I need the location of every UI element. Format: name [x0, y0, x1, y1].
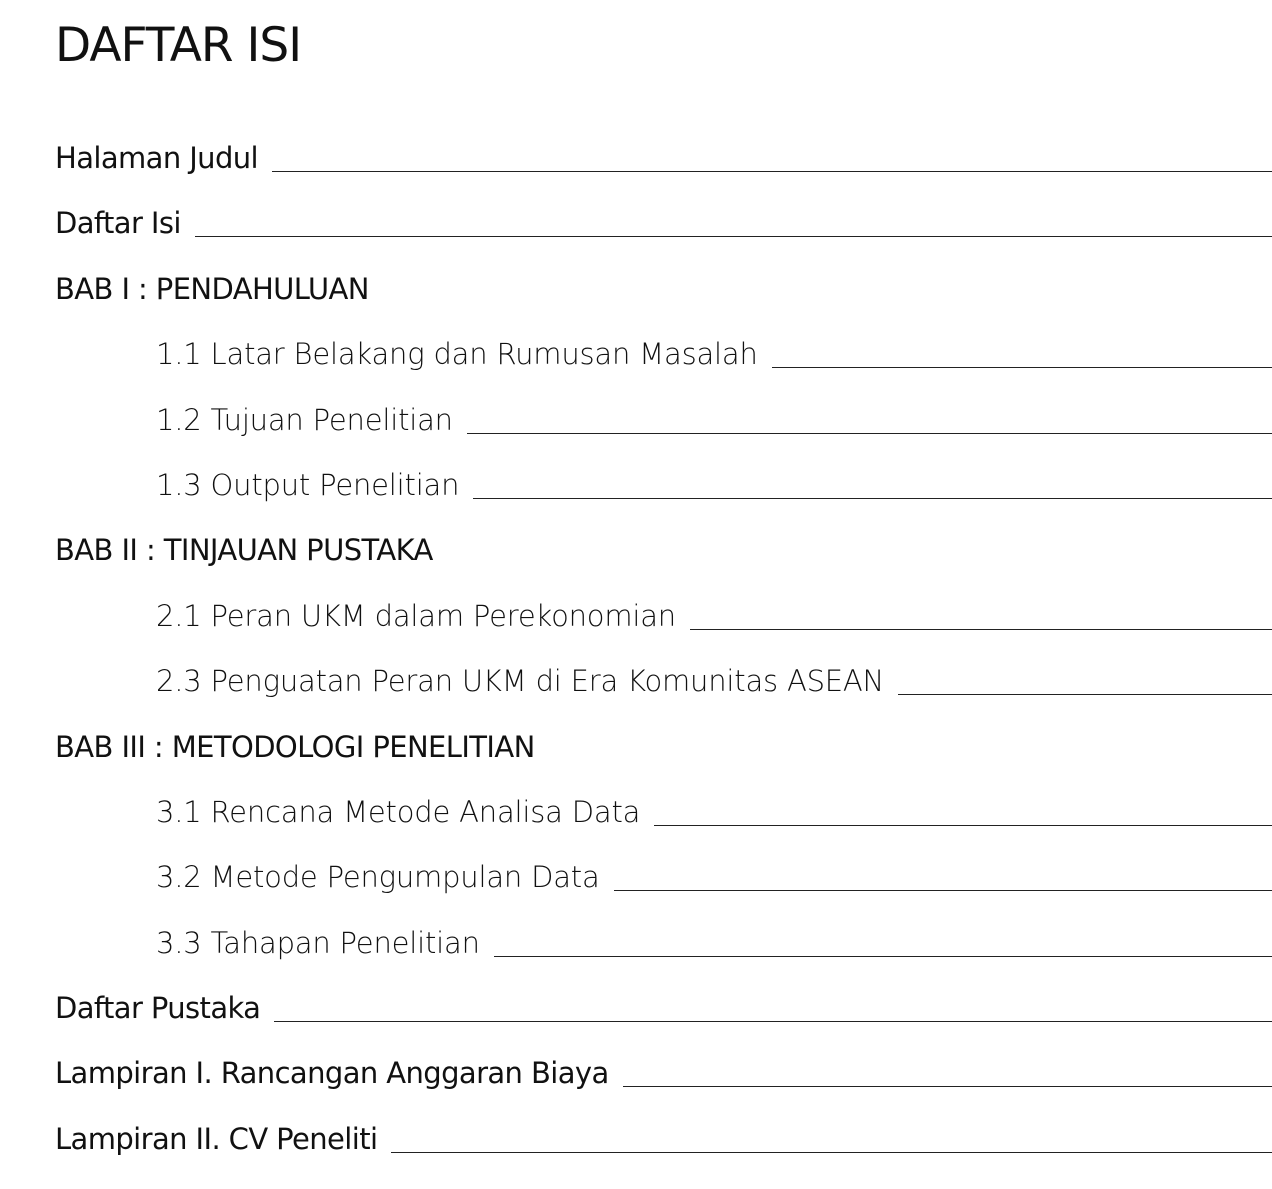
- toc-entry-label: Daftar Pustaka: [55, 991, 261, 1026]
- toc-leader-line: [898, 657, 1272, 695]
- toc-leader-line: [272, 134, 1272, 172]
- toc-entry-3-3: [0, 919, 1272, 984]
- toc-entry-label: Daftar Isi: [55, 206, 181, 241]
- toc-leader-line: [772, 330, 1272, 368]
- toc-entry-label: 3.1 Rencana Metode Analisa Data: [156, 794, 641, 829]
- toc-leader-line: [614, 853, 1272, 891]
- toc-entry-2-3: [0, 657, 1272, 722]
- toc-entry-1-3: [0, 461, 1272, 526]
- toc-entry-label: Lampiran II. CV Peneliti: [55, 1121, 378, 1156]
- toc-entry-3-2: [0, 853, 1272, 918]
- toc-entry-label: Halaman Judul: [55, 141, 259, 175]
- toc-entry-halaman-judul: [0, 134, 1272, 199]
- toc-chapter-heading-bab-1: [0, 265, 1272, 330]
- toc-entry-label: 1.2 Tujuan Penelitian: [156, 402, 453, 437]
- toc-chapter-label: BAB III : METODOLOGI PENELITIAN: [55, 729, 535, 764]
- toc-leader-line: [494, 919, 1272, 957]
- toc-entry-1-2: [0, 396, 1272, 461]
- toc-entry-label: 2.1 Peran UKM dalam Perekonomian: [156, 598, 676, 633]
- toc-entry-daftar-pustaka: [0, 984, 1272, 1049]
- page-title: DAFTAR ISI: [55, 18, 302, 73]
- toc-chapter-label: BAB II : TINJAUAN PUSTAKA: [55, 533, 433, 568]
- toc-leader-line: [690, 592, 1272, 630]
- toc-entry-daftar-isi: [0, 199, 1272, 264]
- toc-chapter-label: BAB I : PENDAHULUAN: [55, 271, 369, 306]
- toc-entry-2-1: [0, 592, 1272, 657]
- toc-entry-label: 3.3 Tahapan Penelitian: [156, 925, 480, 960]
- toc-chapter-heading-bab-3: [0, 723, 1272, 788]
- toc-entry-lampiran-1: [0, 1049, 1272, 1114]
- toc-entry-1-1: [0, 330, 1272, 395]
- toc-entry-lampiran-2: [0, 1115, 1272, 1180]
- toc-leader-line: [195, 199, 1272, 237]
- toc-entry-label: 2.3 Penguatan Peran UKM di Era Komunitas ASEAN: [156, 664, 885, 699]
- toc-entry-label: 3.2 Metode Pengumpulan Data: [156, 860, 600, 895]
- toc-leader-line: [654, 788, 1272, 826]
- toc-leader-line: [274, 984, 1272, 1022]
- toc-entry-3-1: [0, 788, 1272, 853]
- toc-entry-label: 1.1 Latar Belakang dan Rumusan Masalah: [156, 337, 758, 372]
- toc-leader-line: [623, 1049, 1272, 1087]
- table-of-contents: [0, 134, 1272, 1180]
- toc-entry-label: Lampiran I. Rancangan Anggaran Biaya: [55, 1056, 609, 1091]
- toc-leader-line: [473, 461, 1272, 499]
- toc-leader-line: [467, 396, 1272, 434]
- toc-entry-label: 1.3 Output Penelitian: [156, 467, 460, 502]
- toc-leader-line: [391, 1115, 1272, 1153]
- toc-chapter-heading-bab-2: [0, 526, 1272, 591]
